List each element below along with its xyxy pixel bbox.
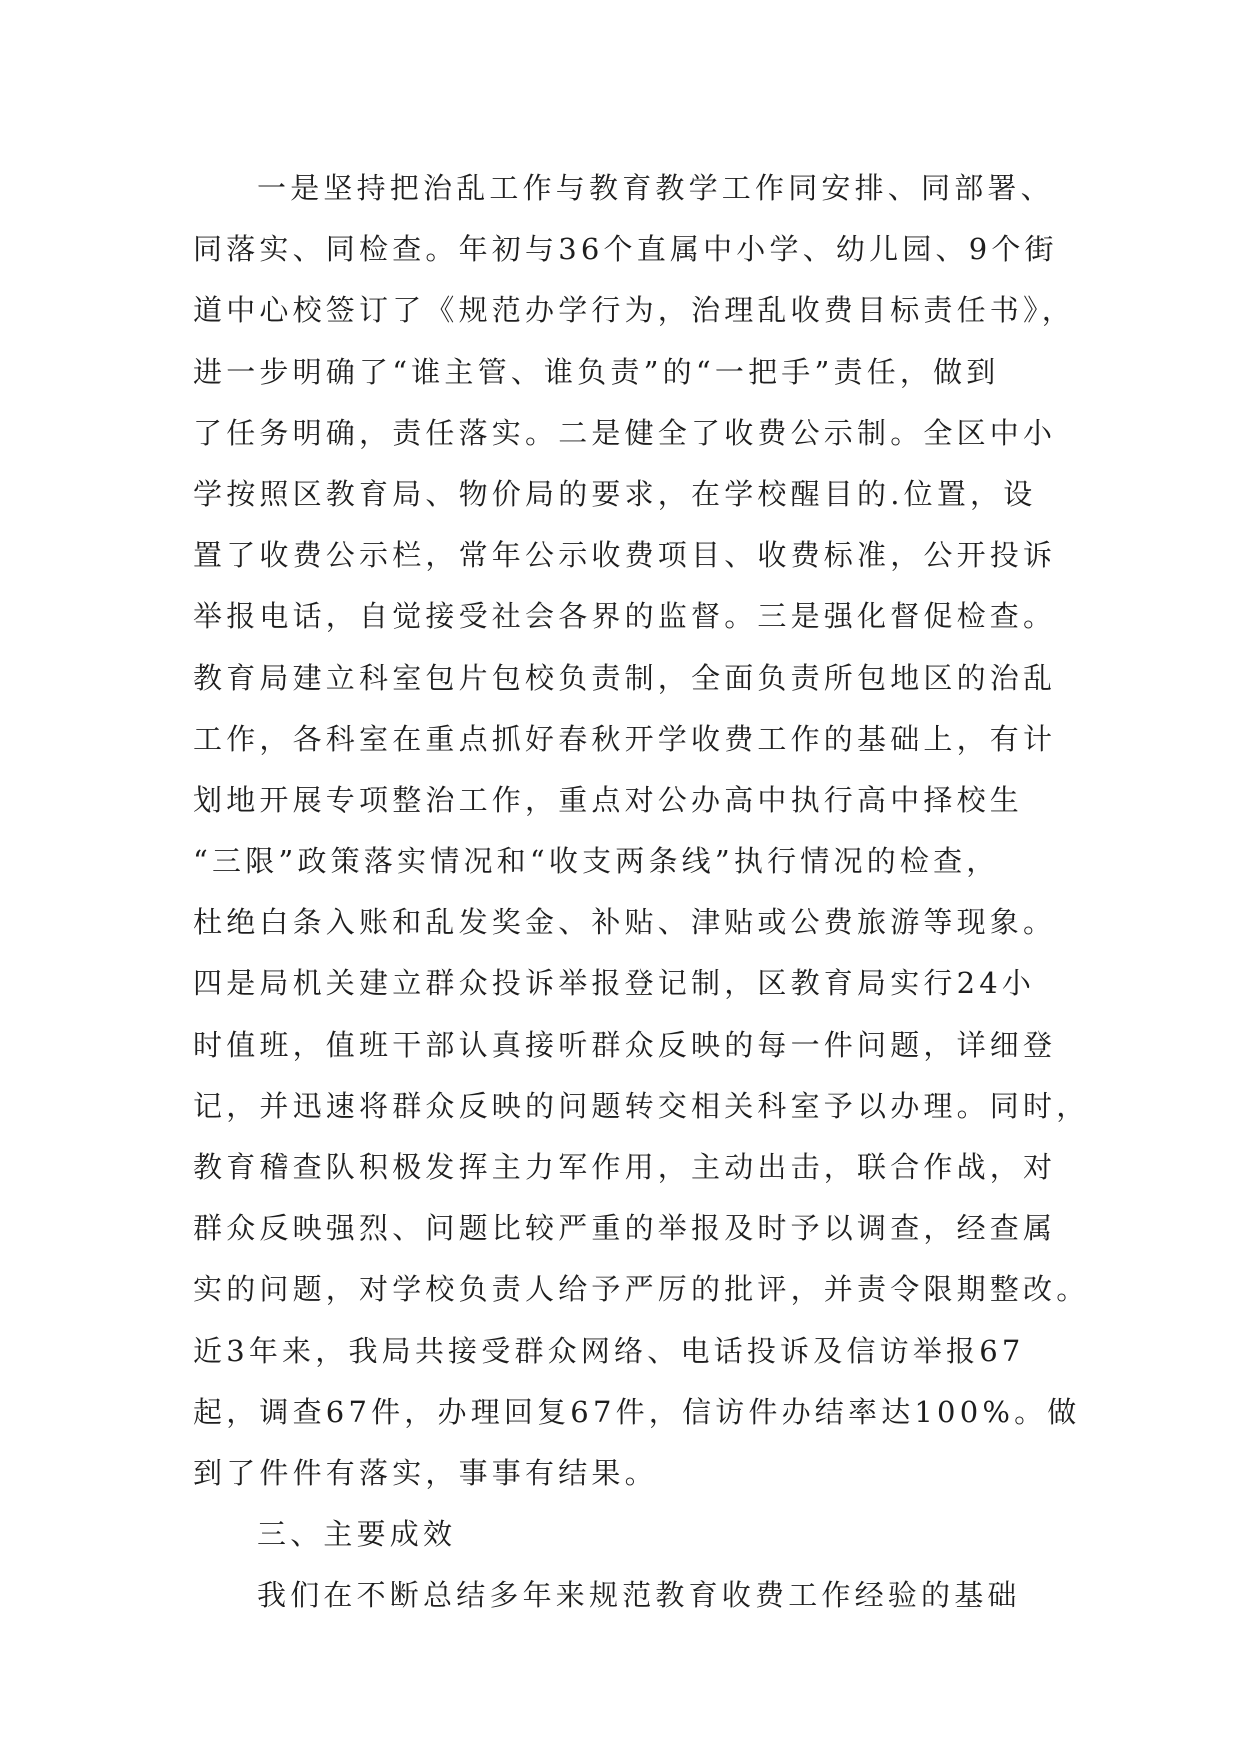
paragraph-line: 工作，各科室在重点抓好春秋开学收费工作的基础上，有计: [193, 721, 1057, 756]
paragraph-line: 道中心校签订了《规范办学行为，治理乱收费目标责任书》，: [193, 293, 1075, 328]
paragraph-line: 群众反映强烈、问题比较严重的举报及时予以调查，经查属: [193, 1211, 1057, 1246]
paragraph-line: 起，调查67件，办理回复67件，信访件办结率达100%。做: [193, 1394, 1081, 1429]
paragraph-line: 我们在不断总结多年来规范教育收费工作经验的基础: [257, 1578, 1021, 1613]
paragraph-line: 置了收费公示栏，常年公示收费项目、收费标准，公开投诉: [193, 538, 1057, 573]
paragraph-line: 记，并迅速将群众反映的问题转交相关科室予以办理。同时，: [193, 1088, 1090, 1123]
paragraph-line: 教育局建立科室包片包校负责制，全面负责所包地区的治乱: [193, 660, 1057, 695]
paragraph-line: 同落实、同检查。年初与36个直属中小学、幼儿园、9个街: [193, 232, 1058, 267]
paragraph-line: 实的问题，对学校负责人给予严厉的批评，并责令限期整改。: [193, 1272, 1090, 1307]
paragraph-line: 进一步明确了“谁主管、谁负责”的“一把手”责任，做到: [193, 354, 1000, 389]
section-heading: 三、主要成效: [257, 1517, 457, 1552]
paragraph-line: 了任务明确，责任落实。二是健全了收费公示制。全区中小: [193, 415, 1057, 450]
paragraph-line: 时值班，值班干部认真接听群众反映的每一件问题，详细登: [193, 1027, 1057, 1062]
paragraph-line: 四是局机关建立群众投诉举报登记制，区教育局实行24小: [193, 966, 1036, 1001]
paragraph-line: 杜绝白条入账和乱发奖金、补贴、津贴或公费旅游等现象。: [193, 905, 1057, 940]
paragraph-line: 划地开展专项整治工作，重点对公办高中执行高中择校生: [193, 782, 1024, 817]
paragraph-line: 教育稽查队积极发挥主力军作用，主动出击，联合作战，对: [193, 1150, 1057, 1184]
paragraph-line: 举报电话，自觉接受社会各界的监督。三是强化督促检查。: [193, 599, 1057, 634]
paragraph-line: “三限”政策落实情况和“收支两条线”执行情况的检查，: [193, 844, 1000, 879]
paragraph-line: 学按照区教育局、物价局的要求，在学校醒目的.位置，设: [193, 476, 1037, 511]
paragraph-line: 近3年来，我局共接受群众网络、电话投诉及信访举报67: [193, 1333, 1025, 1368]
body-text: [193, 158, 1093, 1627]
paragraph-line: 到了件件有落实，事事有结果。: [193, 1455, 658, 1490]
paragraph-line: 一是坚持把治乱工作与教育教学工作同安排、同部署、: [257, 171, 1054, 205]
